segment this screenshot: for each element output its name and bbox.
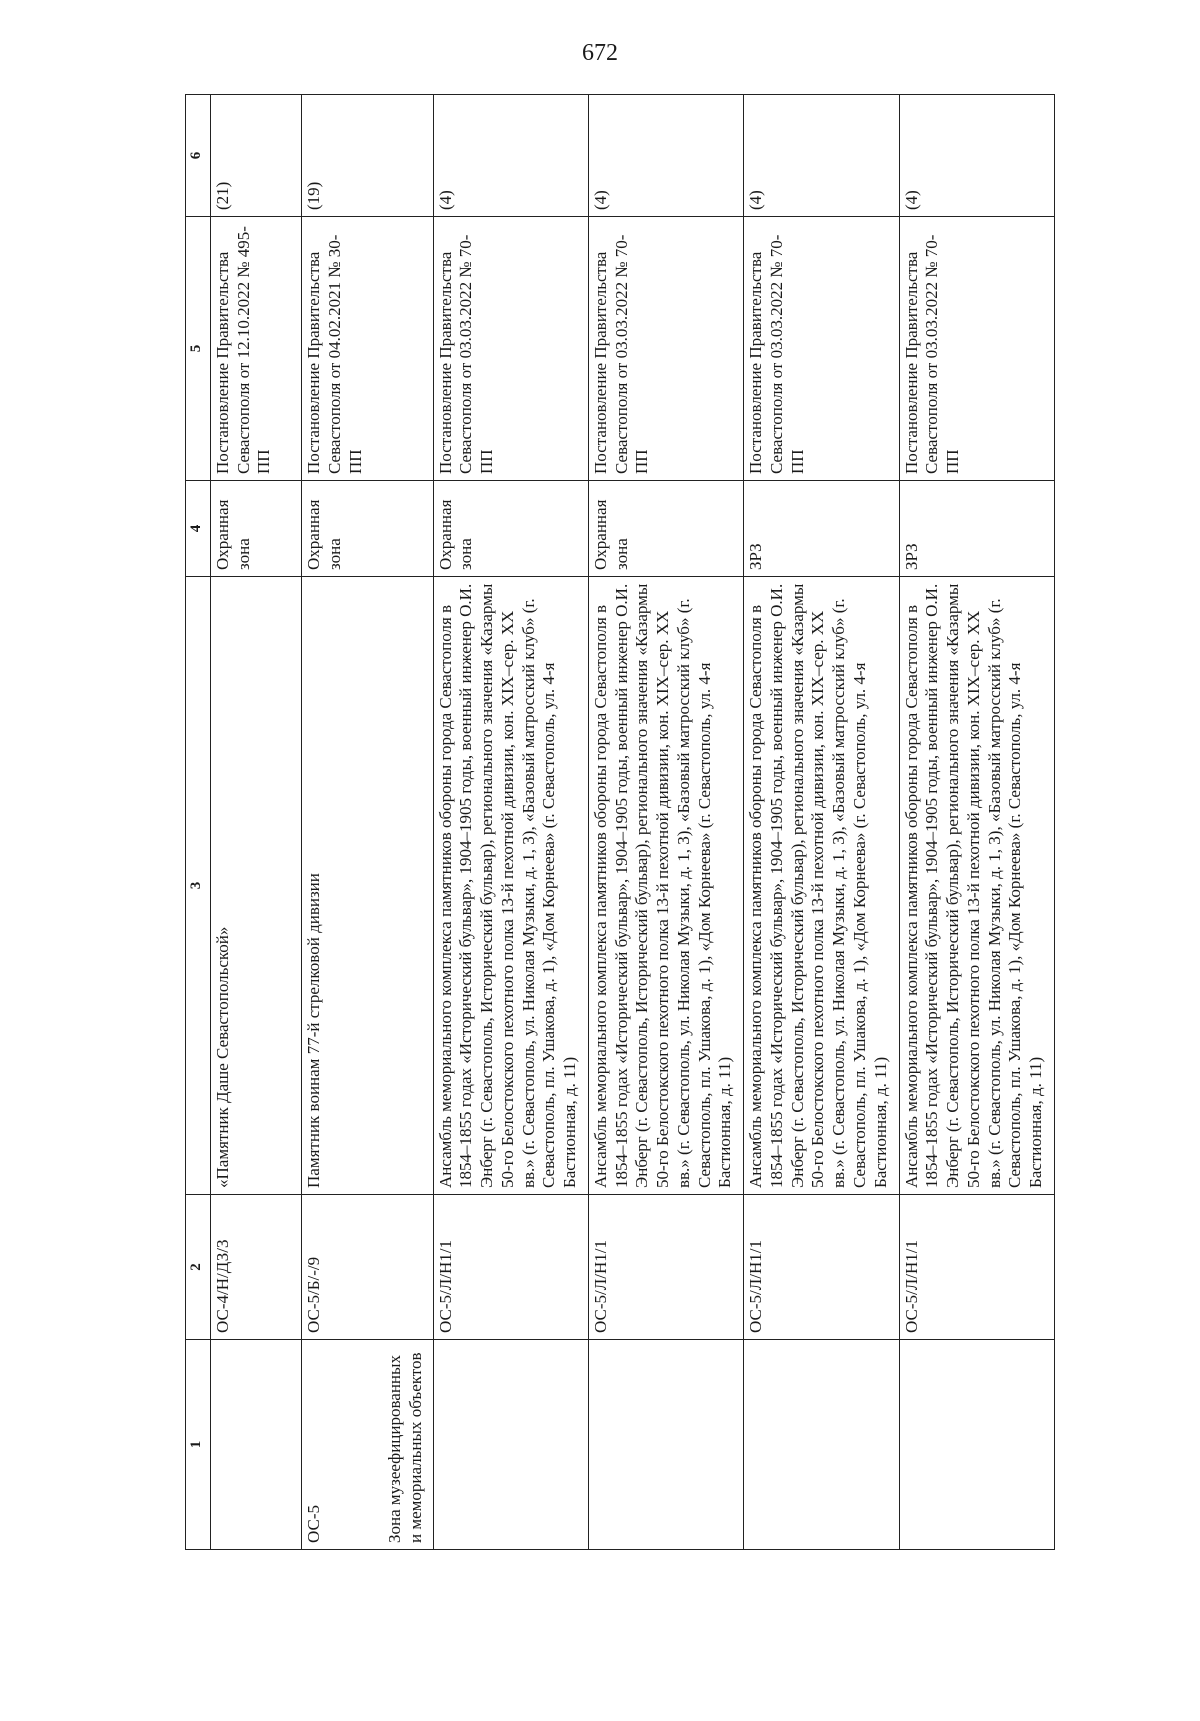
cell-note-ref: (4) [899, 95, 1054, 217]
cell-legal-act: Постановление Правительства Севастополя от 03.03.2022 № 70-ПП [433, 217, 588, 481]
cell-object-code: ОС-5/Л/Н1/1 [744, 1195, 899, 1340]
cell-legal-act: Постановление Правительства Севастополя от 04.02.2021 № 30-ПП [302, 217, 434, 481]
cell-zone-code [211, 1340, 302, 1550]
cell-note-ref: (19) [302, 95, 434, 217]
cell-zone-type: Охранная зона [588, 481, 743, 577]
zone-code: ОС-5 [304, 1505, 324, 1543]
table-row [588, 95, 743, 1550]
cell-object-code: ОС-5/Л/Н1/1 [899, 1195, 1054, 1340]
cell-object-name: Ансамбль мемориального комплекса памятников обороны города Севастополя в 1854–1855 годах «Исторический бульвар», 1904–1905 годы, военный инженер О.И. Энберг (г. Севастополь, Исторический бульвар), регионального значения «Казармы 50-го Белостокского пехотного полка 13-й пехотной дивизии, кон. XIX–сер. XX вв.» (г. Севастополь, ул. Николая Музыки, д. 1, 3), «Базовый матросский клуб» (г. Севастополь, пл. Ушакова, д. 1), «Дом Корнеева» (г. Севастополь, ул. 4-я Бастионная, д. 11) [744, 577, 899, 1195]
column-header-5: 5 [186, 217, 211, 481]
cell-object-code: ОС-5/Л/Н1/1 [433, 1195, 588, 1340]
table-row [744, 95, 899, 1550]
table-row [211, 95, 302, 1550]
cell-object-name: Ансамбль мемориального комплекса памятников обороны города Севастополя в 1854–1855 годах «Исторический бульвар», 1904–1905 годы, военный инженер О.И. Энберг (г. Севастополь, Исторический бульвар), регионального значения «Казармы 50-го Белостокского пехотного полка 13-й пехотной дивизии, кон. XIX–сер. XX вв.» (г. Севастополь, ул. Николая Музыки, д. 1, 3), «Базовый матросский клуб» (г. Севастополь, пл. Ушакова, д. 1), «Дом Корнеева» (г. Севастополь, ул. 4-я Бастионная, д. 11) [588, 577, 743, 1195]
table-row [899, 95, 1054, 1550]
table-body [211, 95, 1055, 1550]
cell-zone-code [744, 1340, 899, 1550]
table-row [433, 95, 588, 1550]
cell-note-ref: (4) [433, 95, 588, 217]
zone-name: Зона музеефицированных и мемориальных объектов [384, 1352, 425, 1543]
cell-legal-act: Постановление Правительства Севастополя от 12.10.2022 № 495-ПП [211, 217, 302, 481]
cell-object-name: «Памятник Даше Севастопольской» [211, 577, 302, 1195]
cell-legal-act: Постановление Правительства Севастополя от 03.03.2022 № 70-ПП [899, 217, 1054, 481]
zones-table [185, 94, 1055, 1550]
cell-legal-act: Постановление Правительства Севастополя от 03.03.2022 № 70-ПП [744, 217, 899, 481]
cell-legal-act: Постановление Правительства Севастополя от 03.03.2022 № 70-ПП [588, 217, 743, 481]
column-header-1: 1 [186, 1340, 211, 1550]
cell-zone-type: Охранная зона [211, 481, 302, 577]
table-row [302, 95, 434, 1550]
cell-object-name: Ансамбль мемориального комплекса памятников обороны города Севастополя в 1854–1855 годах «Исторический бульвар», 1904–1905 годы, военный инженер О.И. Энберг (г. Севастополь, Исторический бульвар), регионального значения «Казармы 50-го Белостокского пехотного полка 13-й пехотной дивизии, кон. XIX–сер. XX вв.» (г. Севастополь, ул. Николая Музыки, д. 1, 3), «Базовый матросский клуб» (г. Севастополь, пл. Ушакова, д. 1), «Дом Корнеева» (г. Севастополь, ул. 4-я Бастионная, д. 11) [899, 577, 1054, 1195]
table-header-row [186, 95, 211, 1550]
cell-zone-type: ЗРЗ [899, 481, 1054, 577]
cell-zone-type: Охранная зона [433, 481, 588, 577]
cell-zone-code [302, 1340, 434, 1550]
cell-zone-code [588, 1340, 743, 1550]
column-header-6: 6 [186, 95, 211, 217]
cell-object-code: ОС-5/Л/Н1/1 [588, 1195, 743, 1340]
rotated-table-container [185, 95, 1055, 1550]
page-number: 672 [582, 40, 618, 66]
column-header-4: 4 [186, 481, 211, 577]
cell-note-ref: (4) [744, 95, 899, 217]
cell-object-code: ОС-4/Н/ДЗ/3 [211, 1195, 302, 1340]
column-header-2: 2 [186, 1195, 211, 1340]
cell-zone-type: ЗРЗ [744, 481, 899, 577]
cell-object-name: Памятник воинам 77-й стрелковой дивизии [302, 577, 434, 1195]
column-header-3: 3 [186, 577, 211, 1195]
cell-object-code: ОС-5/Б/-/9 [302, 1195, 434, 1340]
cell-zone-type: Охранная зона [302, 481, 434, 577]
cell-zone-code [433, 1340, 588, 1550]
cell-note-ref: (21) [211, 95, 302, 217]
cell-object-name: Ансамбль мемориального комплекса памятников обороны города Севастополя в 1854–1855 годах «Исторический бульвар», 1904–1905 годы, военный инженер О.И. Энберг (г. Севастополь, Исторический бульвар), регионального значения «Казармы 50-го Белостокского пехотного полка 13-й пехотной дивизии, кон. XIX–сер. XX вв.» (г. Севастополь, ул. Николая Музыки, д. 1, 3), «Базовый матросский клуб» (г. Севастополь, пл. Ушакова, д. 1), «Дом Корнеева» (г. Севастополь, ул. 4-я Бастионная, д. 11) [433, 577, 588, 1195]
cell-note-ref: (4) [588, 95, 743, 217]
cell-zone-code [899, 1340, 1054, 1550]
